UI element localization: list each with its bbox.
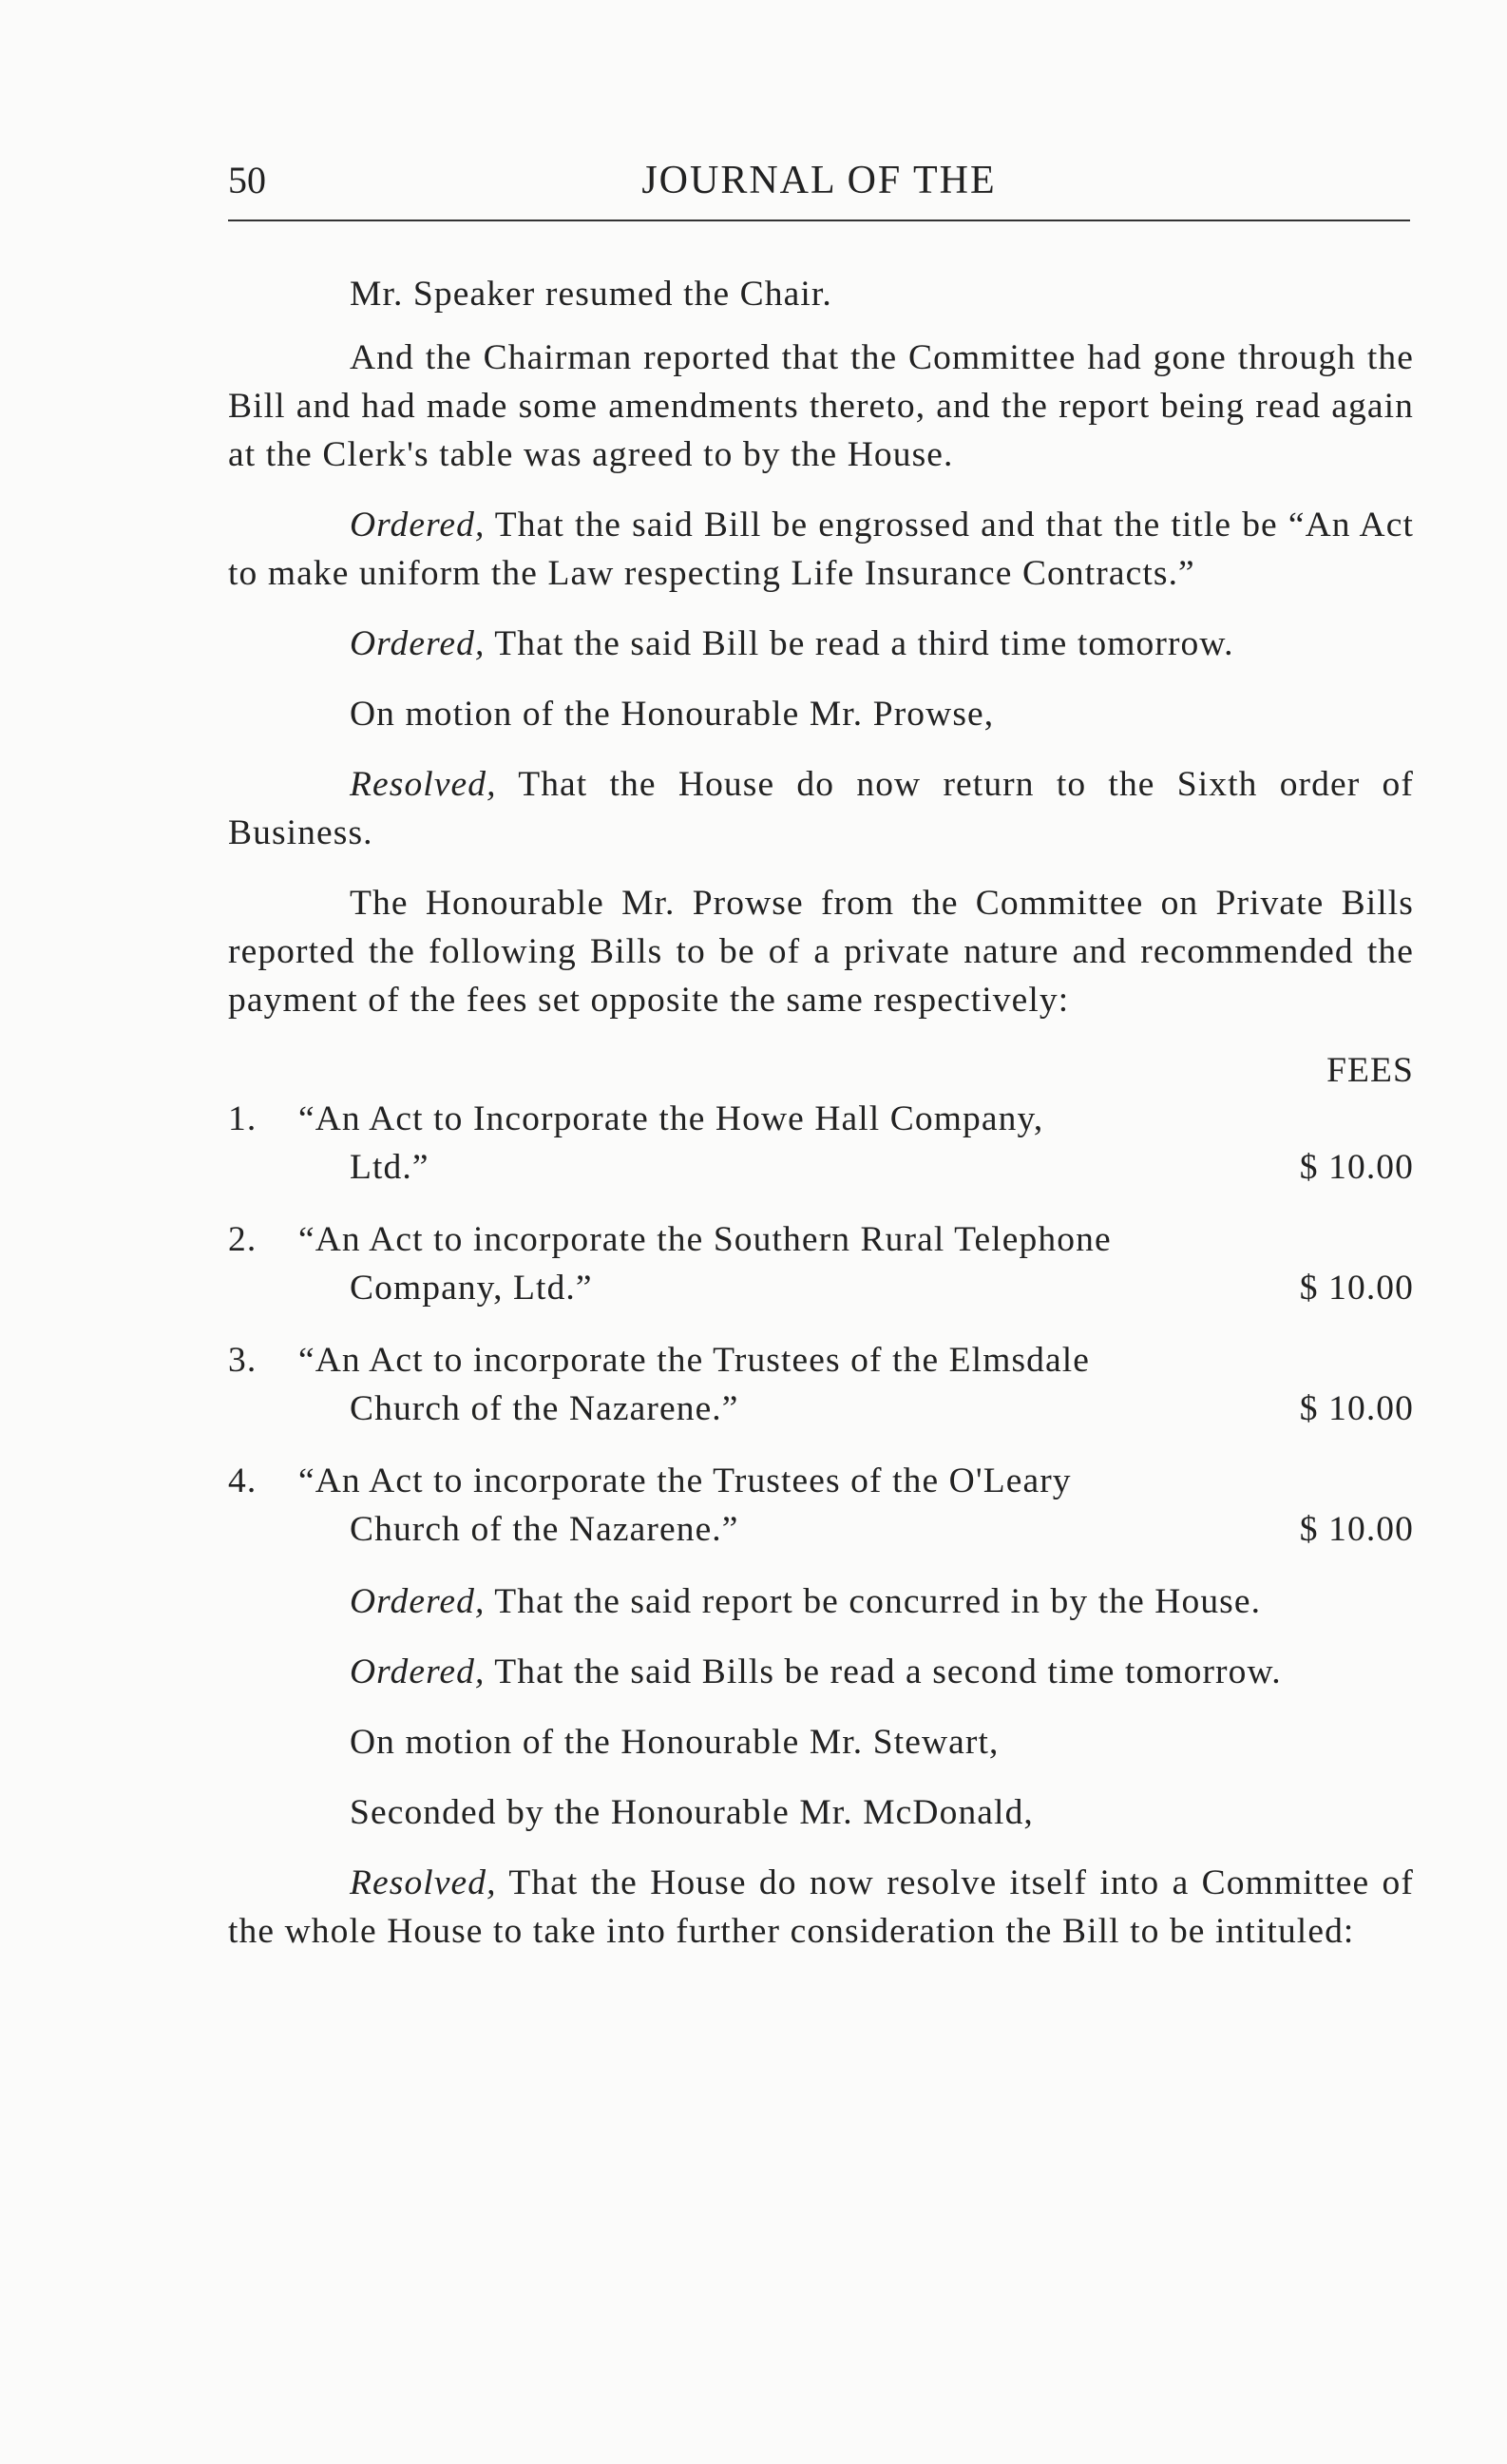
bill-fee: $ 10.00 [1299,1269,1414,1308]
paragraph-resolved-return [228,760,1414,857]
paragraph-text: On motion of the Honourable Mr. Stewart, [350,1723,1000,1762]
page-header [228,157,1410,204]
paragraph-resolved-committee [228,1859,1414,1956]
paragraph-lead: Ordered, [350,506,486,544]
paragraph-text: That the said Bill be read a third time tomorrow. [485,624,1234,663]
page-body [228,270,1414,1977]
list-item [228,1215,1414,1312]
bill-title-continued [228,1505,1414,1554]
bill-title-end: Company, Ltd.” [350,1269,593,1308]
paragraph-ordered-third-reading [228,620,1414,668]
list-item [228,1336,1414,1433]
running-head: JOURNAL OF THE [641,159,997,202]
paragraph-lead: Ordered, [350,624,486,663]
paragraph-text: And the Chairman reported that the Committee had gone through the Bill and had made some amendments thereto, and the report being read again at the Clerk's table was agreed to by the House. [228,338,1414,474]
bill-fee: $ 10.00 [1299,1510,1414,1549]
paragraph-text: Seconded by the Honourable Mr. McDonald, [350,1793,1034,1832]
paragraph-lead: Ordered, [350,1582,486,1621]
paragraph-text: On motion of the Honourable Mr. Prowse, [350,695,995,734]
bill-number: 1. [228,1099,258,1138]
bill-title: “An Act to incorporate the Trustees of the Elmsdale [298,1341,1091,1380]
header-rule [228,220,1410,221]
paragraph-text: Mr. Speaker resumed the Chair. [350,275,832,314]
bill-title-end: Church of the Nazarene.” [350,1389,739,1428]
paragraph-speaker-resumed [228,270,1414,318]
paragraph-text: That the House do now resolve itself into a Committee of the whole House to take into further consideration the Bill to be intituled: [228,1863,1414,1951]
paragraph-text: That the said Bills be read a second time tomorrow. [485,1652,1282,1691]
bill-title-continued [228,1385,1414,1433]
bill-number: 2. [228,1220,258,1259]
list-item [228,1095,1414,1192]
bill-number: 3. [228,1341,258,1380]
fees-heading: FEES [1326,1051,1414,1090]
bill-title-continued [228,1264,1414,1312]
paragraph-text: The Honourable Mr. Prowse from the Committee on Private Bills reported the following Bills to be of a private nature and recommended the payment of the fees set opposite the same respectively: [228,884,1414,1020]
paragraph-lead: Resolved, [350,765,497,804]
list-item [228,1457,1414,1554]
bill-title: “An Act to Incorporate the Howe Hall Company, [298,1099,1044,1138]
paragraph-motion-prowse [228,690,1414,738]
paragraph-ordered-second-reading [228,1648,1414,1696]
bills-list [228,1095,1414,1554]
bill-title-end: Ltd.” [350,1148,429,1187]
page-number: 50 [228,159,266,201]
paragraph-motion-stewart [228,1718,1414,1767]
paragraph-ordered-concurred [228,1577,1414,1626]
paragraph-private-bills-report [228,879,1414,1024]
bill-title: “An Act to incorporate the Trustees of the O'Leary [298,1461,1072,1500]
bill-fee: $ 10.00 [1299,1148,1414,1187]
paragraph-text: That the House do now return to the Sixth order of Business. [228,765,1414,852]
paragraph-text: That the said report be concurred in by the House. [485,1582,1262,1621]
paragraph-ordered-engrossed [228,501,1414,598]
paragraph-chairman-report [228,334,1414,479]
paragraph-text: That the said Bill be engrossed and that the title be “An Act to make uniform the Law respecting Life Insurance Contracts.” [228,506,1414,593]
bill-number: 4. [228,1461,258,1500]
bill-title-end: Church of the Nazarene.” [350,1510,739,1549]
paragraph-lead: Resolved, [350,1863,497,1902]
bill-fee: $ 10.00 [1299,1389,1414,1428]
paragraph-lead: Ordered, [350,1652,486,1691]
bill-title: “An Act to incorporate the Southern Rural Telephone [298,1220,1112,1259]
paragraph-seconded-mcdonald [228,1788,1414,1837]
bill-title-continued [228,1143,1414,1192]
